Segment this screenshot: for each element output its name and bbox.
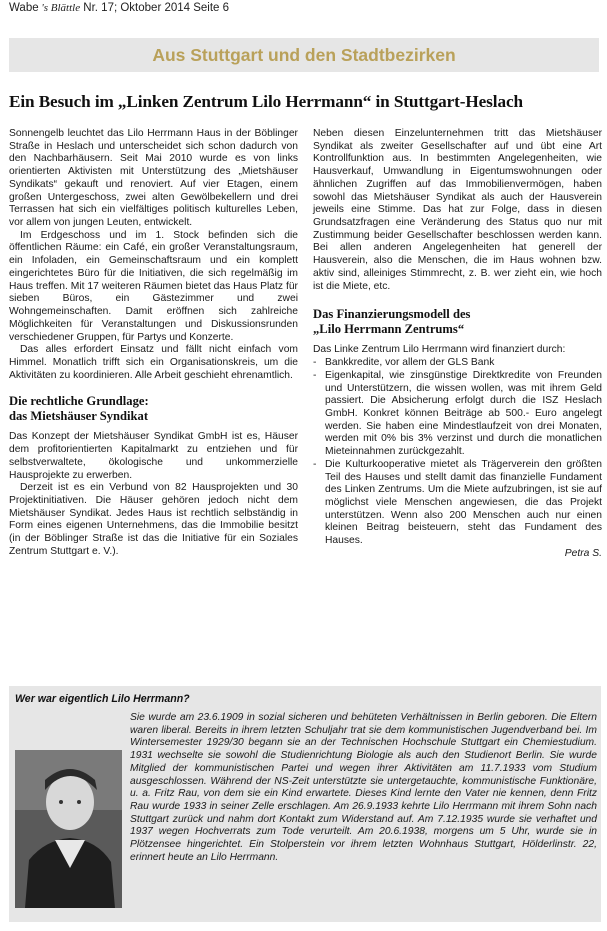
list-item: - Eigenkapital, wie zinsgünstige Direktkredite von Freunden und Unterstützern, die wissen wollen, was mit ihrem Geld passiert. Die Absicherung erfolgt durch die ISZ Heslach GmbH. Konkret können Beiträge ab 500.- Euro angelegt werden. Sie haben eine Mindestlaufzeit von drei Monaten, werden mit 0% bis 3% verzinst und durch die monatlichen Mieteinnahmen zurückgezahlt. (313, 370, 602, 459)
info-box-text: Sie wurde am 23.6.1909 in sozial sicheren und behüteten Verhältnissen in Berlin geboren. Die Eltern waren liberal. Bereits in ihrem letzten Schuljahr trat sie dem kommunistischen Jugendverband bei. Im Wintersemester 1929/30 begann sie an der Technischen Hochschule Stuttgart ein Chemiestudium. 1931 wechselte sie sowohl die Studienrichtung Biologie als auch den Studienort Berlin. Sie wurde Mitglied der kommunistischen Partei und wegen ihrer Aktivitäten am 11.7.1933 vom Studium ausgeschlossen. Während der NS-Zeit unterstützte sie untergetauchte, kommunistische Funktionäre, u. a. Fritz Rau, von dem sie ein Kind erwartete. Dieses Kind lernte den Vater nie kennen, denn Fritz Rau wurde 1933 in seiner Zelle erschlagen. Am 26.9.1933 kehrte Lilo Herrmann mit ihrem Sohn nach Stuttgart zurück und nahm dort Kontakt zum Widerstand auf. Am 7.12.1935 wurde sie verhaftet und 1937 wegen Hochverrats zum Tode verurteilt. Am 20.6.1938, morgens um 5 Uhr, wurde sie in Plötzensee hingerichtet. Ein Stolperstein vor ihrem letzten Wohnhaus Stuttgart, Hölderlinstr. 22, erinnert heute an Lilo Herrmann. (130, 712, 597, 863)
subheading-line: Die rechtliche Grundlage: (9, 394, 149, 409)
brand-name: Wabe (9, 2, 39, 14)
subheading-line: das Mietshäuser Syndikat (9, 409, 149, 424)
subheading-legal-basis (9, 394, 298, 424)
article-column-right (313, 128, 602, 561)
brand-suffix: 's Blättle (38, 2, 81, 14)
info-box-title: Wer war eigentlich Lilo Herrmann? (15, 693, 190, 705)
paragraph: Das alles erfordert Einsatz und fällt nicht einfach vom Himmel. Monatlich trifft sich ein Organisationskreis, um die Aktivitäten zu koordinieren. Alle Arbeit geschieht ehrenamtlich. (9, 344, 298, 381)
paragraph: Im Erdgeschoss und im 1. Stock befinden sich die öffentlichen Räume: ein Café, ein großer Veranstaltungsraum, ein Infoladen, ein Gemeinschaftsraum und ein komplett eingerichtetes Büro für die Initiativen, die sich regelmäßig im Haus treffen. Mit 17 weiteren Räumen bietet das Haus Platz für sieben Büros, ein Gästezimmer und zwei Wohngemeinschaften. Damit eröffnen sich zahlreiche Möglichkeiten für Veranstaltungen und Diskussionsrunden verschiedener Gruppen, für Partys und Konzerte. (9, 229, 298, 343)
subheading-line: „Lilo Herrmann Zentrums“ (313, 322, 465, 337)
list-item: - Bankkredite, vor allem der GLS Bank (313, 357, 602, 370)
paragraph: Das Linke Zentrum Lilo Herrmann wird finanziert durch: (313, 344, 566, 356)
page-header (9, 2, 229, 14)
paragraph: Sonnengelb leuchtet das Lilo Herrmann Haus in der Böblinger Straße in Heslach und unterscheidet sich schon dadurch von den Nachbarhäusern. Seit Mai 2010 wurde es von links orientierten Aktivisten mit Unterstützung des „Mietshäuser Syndikats“ gekauft und renoviert. Auf vier Etagen, einem großen Untergeschoss, zwei alten Gewölbekellern und drei Terrassen hat sich ein vielfältiges politisch kulturelles Leben, vor allem von jungen Leuten, entwickelt. (9, 128, 298, 229)
author-signature: Petra S. (564, 547, 602, 559)
portrait-photo-icon (15, 750, 122, 908)
financing-list (313, 357, 602, 548)
portrait-image (15, 750, 122, 908)
list-item: - Die Kulturkooperative mietet als Trägerverein den größten Teil des Hauses und stellt damit das finanzielle Fundament des Linken Zentrums. Um die Miete aufzubringen, ist sie auf möglichst viele Menschen angewiesen, die das Projekt unterstützen. Wenn also 200 Menschen auch nur einen kleinen Beitrag beisteuern, steht das Fundament des Hauses. (313, 459, 602, 548)
article-column-left (9, 128, 298, 559)
subheading-financing (313, 307, 602, 337)
section-title: Aus Stuttgart und den Stadtbezirken (152, 45, 456, 65)
issue-info: Nr. 17; Oktober 2014 Seite 6 (80, 2, 230, 14)
paragraph: Das Konzept der Mietshäuser Syndikat GmbH ist es, Häuser dem profitorientierten Kapitalmarkt zu entziehen und für selbstverwaltete, ökologische und unkommerzielle Hausprojekte zu erwerben. (9, 431, 298, 481)
paragraph: Neben diesen Einzelunternehmen tritt das Mietshäuser Syndikat als zweiter Gesellschafter auf und übt eine Art Kontrollfunktion aus. In bestimmten Angelegenheiten, wie Hausverkauf, Umwandlung in Eigentumswohnungen oder ähnlichen Zugriffen auf das Immobilienvermögen, haben sowohl das Mietshäuser Syndikat als auch der Hausverein jeweils eine Stimme. Das hat zur Folge, dass in diesen Grundsatzfragen eine Veränderung des Status quo nur mit Zustimmung beider Gesellschafter beschlossen werden kann. Bei allen anderen Angelegenheiten hat generell der Hausverein, also die Menschen, die im Haus wohnen bzw. aktiv sind, alleiniges Stimmrecht, z. B. wer zieht ein, wie hoch ist die Miete, etc. (313, 128, 602, 292)
article-title: Ein Besuch im „Linken Zentrum Lilo Herrmann“ in Stuttgart-Heslach (9, 92, 523, 111)
info-box-body (15, 712, 597, 908)
subheading-line: Das Finanzierungsmodell des (313, 307, 471, 322)
paragraph: Derzeit ist es ein Verbund von 82 Hausprojekten und 30 Projektinitiativen. Die Häuser gehören jedoch nicht dem Mietshäuser Syndikat. Jedes Haus ist rechtlich selbständig in Form eines eigenen Unternehmens, das die Immobilie besitzt (in der Böblinger Straße ist das die Initiative für ein Soziales Zentrum Stuttgart e. V.). (9, 482, 298, 557)
info-box (9, 686, 601, 922)
section-title-band (9, 38, 599, 72)
